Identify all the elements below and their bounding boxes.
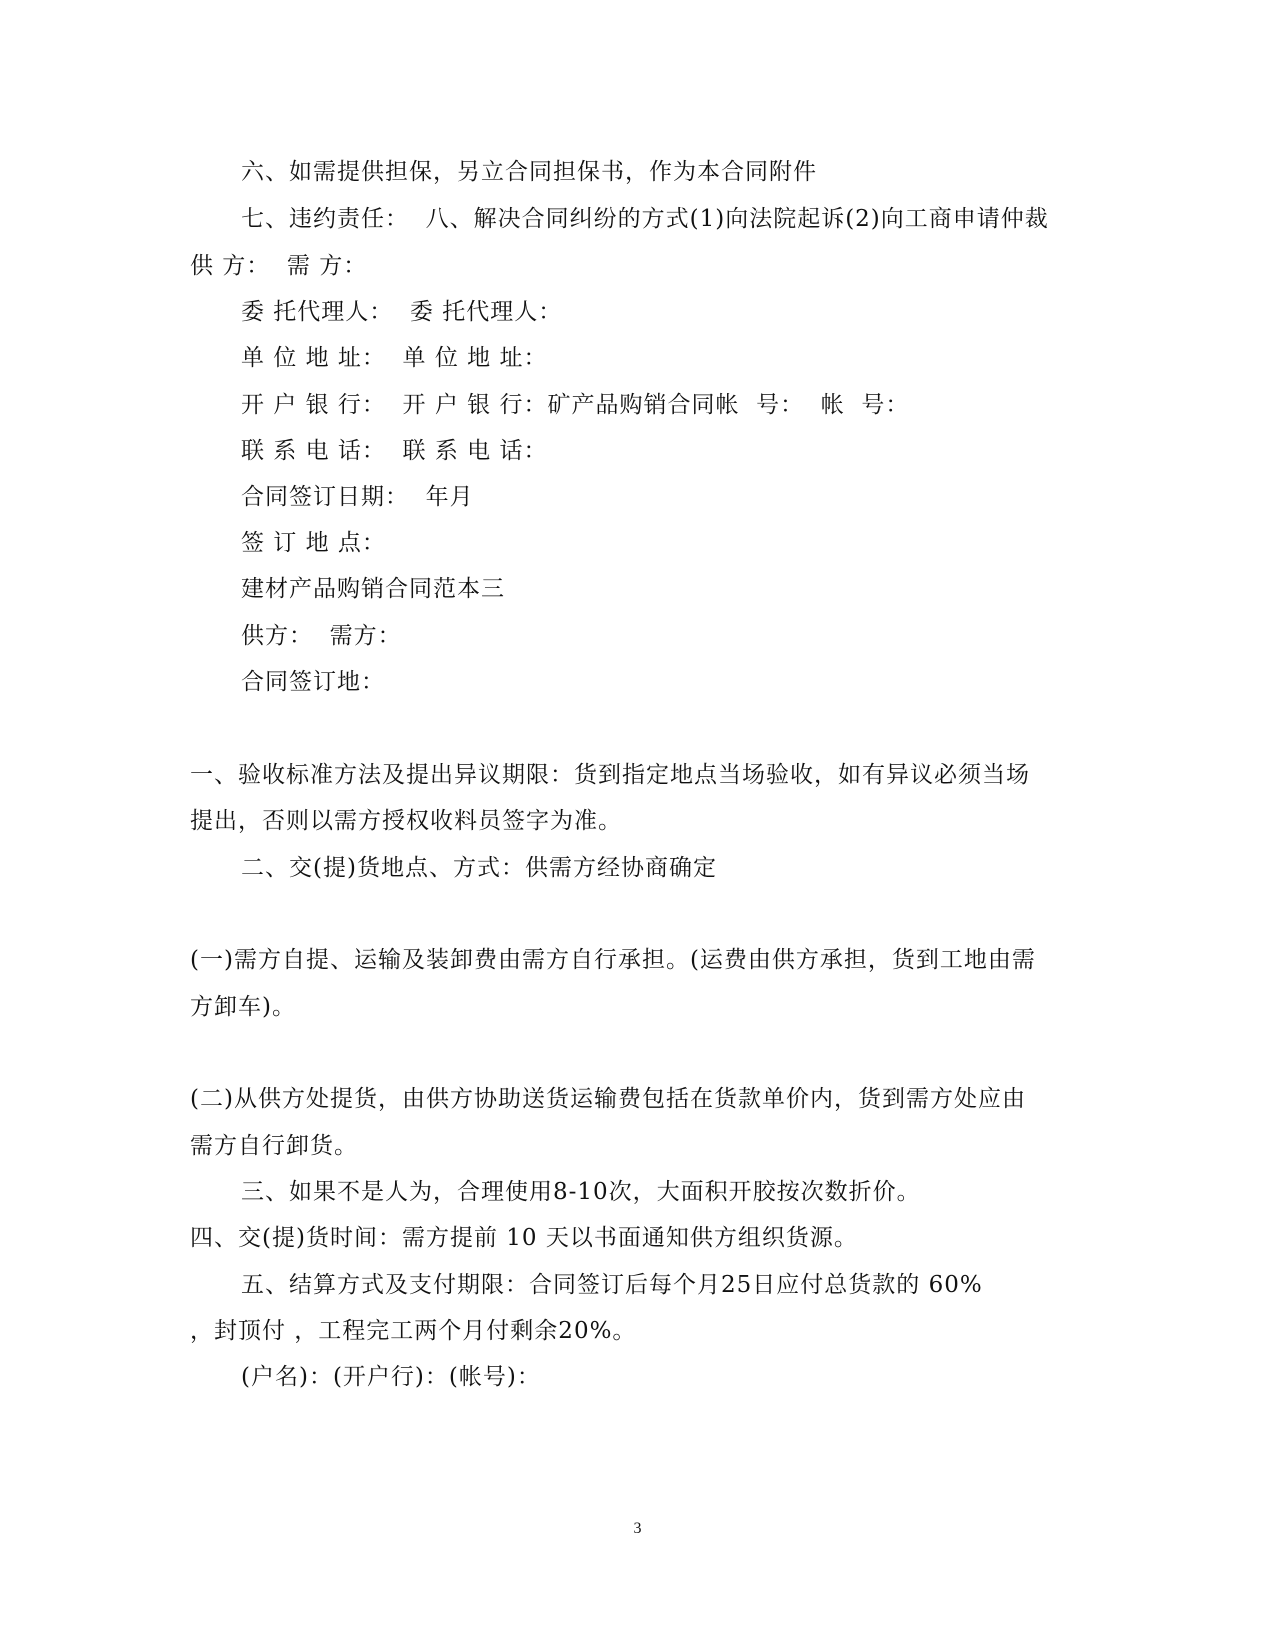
contract-place-line: 合同签订地： <box>241 669 385 695</box>
phone-line: 联 系 电 话： 联 系 电 话： <box>241 438 548 464</box>
account-line: (户名)：(开户行)：(帐号)： <box>241 1364 541 1390</box>
sign-place-line: 签 订 地 点： <box>241 530 386 556</box>
sub-clause-1-line-2: 方卸车)。 <box>190 994 296 1020</box>
clause-6: 六、如需提供担保，另立合同担保书，作为本合同附件 <box>241 159 817 185</box>
page-number: 3 <box>633 1520 642 1537</box>
parties-line: 供 方： 需 方： <box>190 253 368 279</box>
clause-3: 三、如果不是人为，合理使用8-10次，大面积开胶按次数折价。 <box>241 1179 921 1205</box>
sub-clause-2-line-1: (二)从供方处提货，由供方协助送货运输费包括在货款单价内，货到需方处应由 <box>190 1086 1026 1112</box>
clause-1-line-1: 一、验收标准方法及提出异议期限：货到指定地点当场验收，如有异议必须当场 <box>190 762 1030 788</box>
bank-line: 开 户 银 行： 开 户 银 行：矿产品购销合同帐 号： 帐 号： <box>241 392 910 418</box>
agent-line: 委 托代理人： 委 托代理人： <box>241 299 563 325</box>
clause-5-line-2: ，封顶付 ，工程完工两个月付剩余20%。 <box>190 1318 637 1344</box>
parties-line-2: 供方： 需方： <box>241 623 402 649</box>
clause-5-line-1: 五、结算方式及支付期限：合同签订后每个月25日应付总货款的 60% <box>241 1272 983 1298</box>
section-title: 建材产品购销合同范本三 <box>241 576 505 602</box>
sub-clause-1-line-1: (一)需方自提、运输及装卸费由需方自行承担。(运费由供方承担，货到工地由需 <box>190 947 1036 973</box>
clause-1-line-2: 提出，否则以需方授权收料员签字为准。 <box>190 808 622 834</box>
clause-2: 二、交(提)货地点、方式：供需方经协商确定 <box>241 855 717 881</box>
clause-4: 四、交(提)货时间：需方提前 10 天以书面通知供方组织货源。 <box>190 1225 858 1251</box>
clause-7-8: 七、违约责任： 八、解决合同纠纷的方式(1)向法院起诉(2)向工商申请仲裁 <box>241 206 1049 232</box>
sub-clause-2-line-2: 需方自行卸货。 <box>190 1133 358 1159</box>
sign-date-line: 合同签订日期： 年月 <box>241 484 474 510</box>
address-line: 单 位 地 址： 单 位 地 址： <box>241 345 548 371</box>
